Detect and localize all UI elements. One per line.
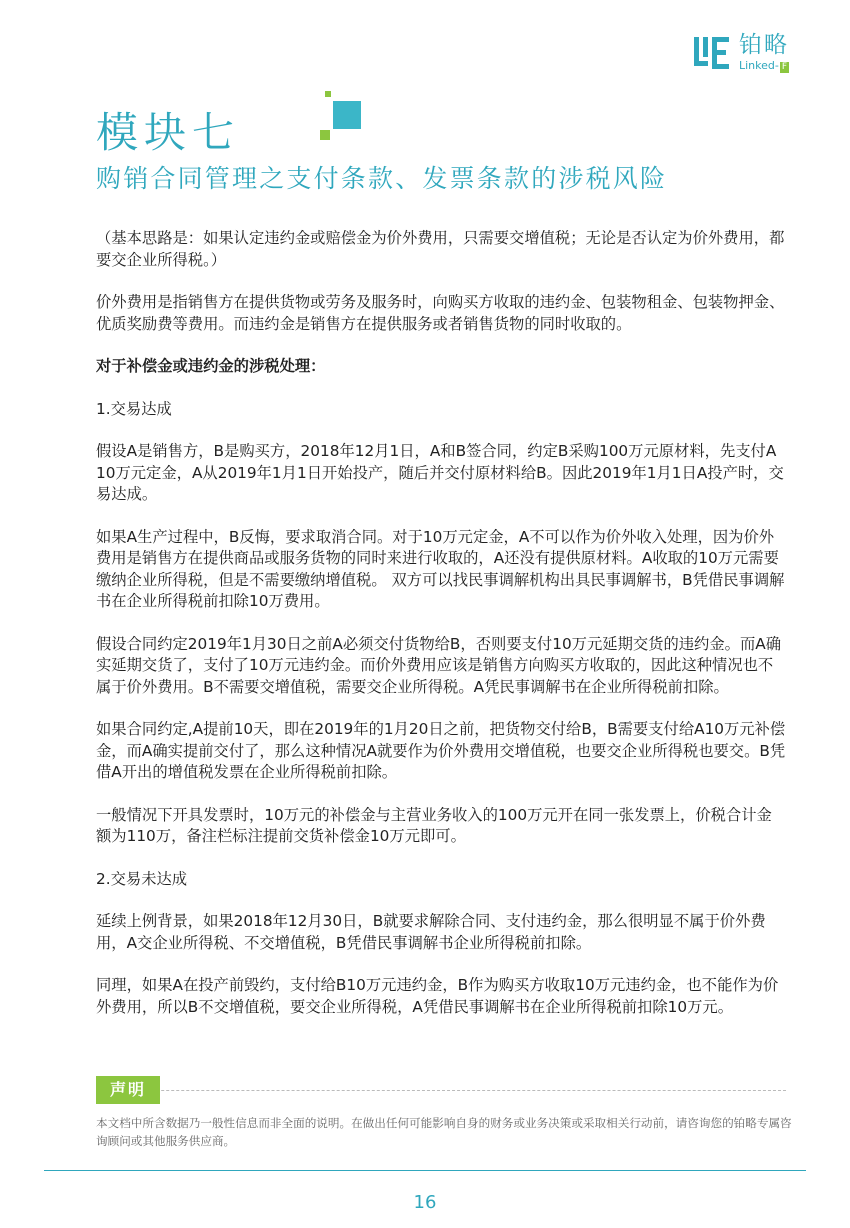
disclaimer-header — [96, 1076, 786, 1106]
page-number: 16 — [413, 1192, 437, 1213]
paragraph: 如果A生产过程中，B反悔，要求取消合同。对于10万元定金，A不可以作为价外收入处理，因为价外费用是销售方在提供商品或服务货物的同时来进行收取的，A还没有提供原材料。A收取的10万元需要缴纳企业所得税，但是不需要缴纳增值税。 双方可以找民事调解机构出具民事调解书，B凭借民事调解书在企业所得税前扣除10万费用。 — [96, 527, 785, 610]
disclaimer-label: 声明 — [96, 1076, 160, 1104]
logo-name-en: Linked- F — [739, 59, 788, 72]
logo-mark-icon — [693, 34, 731, 72]
paragraph: 假设A是销售方，B是购买方，2018年12月1日，A和B签合同，约定B采购100万元原材料，先支付A 10万元定金，A从2019年1月1日开始投产，随后并交付原材料给B。因此2019年1月1日A投产时，交易达成。 — [96, 442, 784, 503]
paragraph-intro-note: （基本思路是：如果认定违约金或赔偿金为价外费用，只需要交增值税；无论是否认定为价外费用，都要交企业所得税。） — [96, 229, 785, 269]
paragraph: 延续上例背景，如果2018年12月30日，B就要求解除合同、支付违约金，那么很明显不属于价外费用，A交企业所得税、不交增值税，B凭借民事调解书企业所得税前扣除。 — [96, 912, 766, 952]
paragraph-definition: 价外费用是指销售方在提供货物或劳务及服务时，向购买方收取的违约金、包装物租金、包装物押金、优质奖励费等费用。而违约金是销售方在提供服务或者销售货物的同时收取的。 — [96, 293, 785, 333]
logo-name-cn: 铂略 — [739, 32, 789, 58]
paragraph: 假设合同约定2019年1月30日之前A必须交付货物给B，否则要支付10万元延期交货的违约金。而A确实延期交货了，支付了10万元违约金。而价外费用应该是销售方向购买方收取的，因此这种情况也不属于价外费用。B不需要交增值税，需要交企业所得税。A凭民事调解书在企业所得税前扣除。 — [96, 634, 782, 696]
decor-square-small — [325, 91, 331, 97]
subheading-deal-not-done: 2.交易未达成 — [96, 869, 188, 888]
paragraph: 一般情况下开具发票时，10万元的补偿金与主营业务收入的100万元开在同一张发票上，价税合计金额为110万，备注栏标注提前交货补偿金10万元即可。 — [96, 805, 772, 845]
section-heading: 对于补偿金或违约金的涉税处理： — [96, 357, 326, 375]
footer-divider — [44, 1170, 806, 1171]
decor-square-large — [333, 101, 361, 129]
page-subtitle: 购销合同管理之支付条款、发票条款的涉税风险 — [96, 164, 668, 193]
logo-badge: F — [781, 62, 788, 72]
paragraph: 如果合同约定,A提前10天，即在2019年的1月20日之前，把货物交付给B，B需要支付给A10万元补偿金，而A确实提前交付了，那么这种情况A就要作为价外费用交增值税，也要交企业所得税也要交。B凭借A开出的增值税发票在企业所得税前扣除。 — [96, 720, 786, 781]
logo — [693, 32, 813, 74]
module-title: 模块七 — [96, 108, 241, 157]
body-content — [96, 228, 786, 1039]
paragraph: 同理，如果A在投产前毁约，支付给B10万元违约金，B作为购买方收取10万元违约金，也不能作为价外费用，所以B不交增值税，要交企业所得税，A凭借民事调解书在企业所得税前扣除10万元。 — [96, 976, 779, 1016]
subheading-deal-done: 1.交易达成 — [96, 399, 172, 418]
decor-square-green — [320, 130, 330, 140]
disclaimer-text: 本文档中所含数据乃一般性信息而非全面的说明。在做出任何可能影响自身的财务或业务决策或采取相关行动前，请咨询您的铂略专属咨询顾问或其他服务供应商。 — [96, 1116, 792, 1148]
disclaimer-divider — [96, 1090, 786, 1091]
